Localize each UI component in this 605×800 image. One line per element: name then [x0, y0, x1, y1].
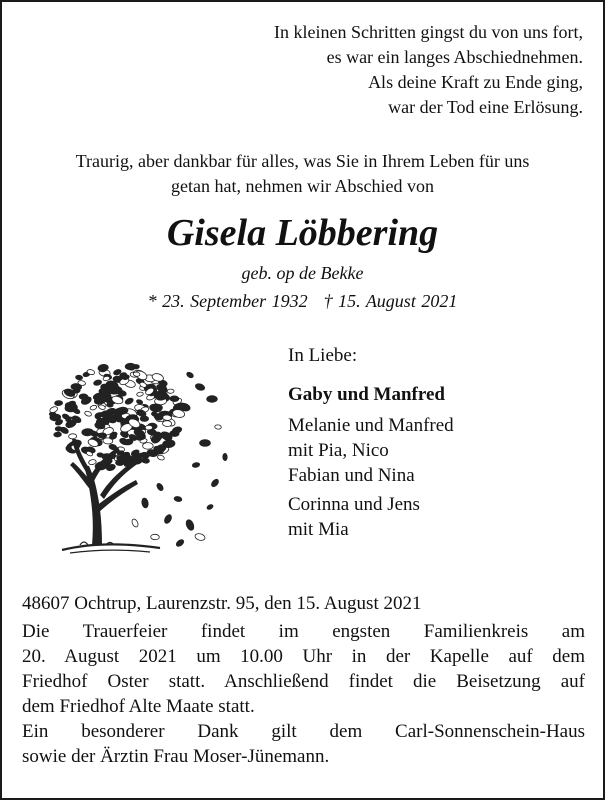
poem-line: Als deine Kraft zu Ende ging, — [368, 72, 583, 92]
intro-line: getan hat, nehmen wir Abschied von — [171, 176, 434, 196]
intro-line: Traurig, aber dankbar für alles, was Sie in Ihrem Leben für uns — [75, 151, 530, 171]
thanks-line: Ein besonderer Dank gilt dem Carl-Sonnenschein-Haus — [22, 721, 585, 742]
deceased-name: Gisela Löbbering — [166, 212, 439, 254]
family-member: mit Pia, Nico — [288, 440, 389, 461]
poem-line: es war ein langes Abschiednehmen. — [326, 47, 583, 67]
family-list — [288, 343, 588, 542]
funeral-line: Die Trauerfeier findet im engsten Familienkreis am — [22, 621, 585, 642]
family-member: Corinna und Jens — [288, 494, 420, 515]
maiden-name: geb. op de Bekke — [241, 263, 364, 283]
place-date: 48607 Ochtrup, Laurenzstr. 95, den 15. August 2021 — [22, 593, 422, 614]
family-member: mit Mia — [288, 519, 349, 540]
family-member: Fabian und Nina — [288, 465, 415, 486]
poem-line: In kleinen Schritten gingst du von uns fort, — [274, 22, 583, 42]
intro-text — [22, 149, 583, 199]
funeral-line: dem Friedhof Alte Maate statt. — [22, 696, 255, 717]
life-dates — [2, 289, 603, 313]
poem — [163, 20, 583, 120]
funeral-line: 20. August 2021 um 10.00 Uhr in der Kapelle auf dem — [22, 646, 585, 667]
family-primary: Gaby und Manfred — [288, 384, 445, 405]
tree-icon — [40, 347, 230, 557]
thanks-line: sowie der Ärztin Frau Moser-Jünemann. — [22, 746, 330, 767]
birth-date: * 23. September 1932 — [147, 291, 308, 311]
poem-line: war der Tod eine Erlösung. — [388, 97, 583, 117]
funeral-line: Friedhof Oster statt. Anschließend findet die Beisetzung auf — [22, 671, 585, 692]
family-member: Melanie und Manfred — [288, 415, 454, 436]
family-label: In Liebe: — [288, 345, 358, 366]
footer — [22, 591, 585, 769]
death-date: † 15. August 2021 — [323, 291, 458, 311]
